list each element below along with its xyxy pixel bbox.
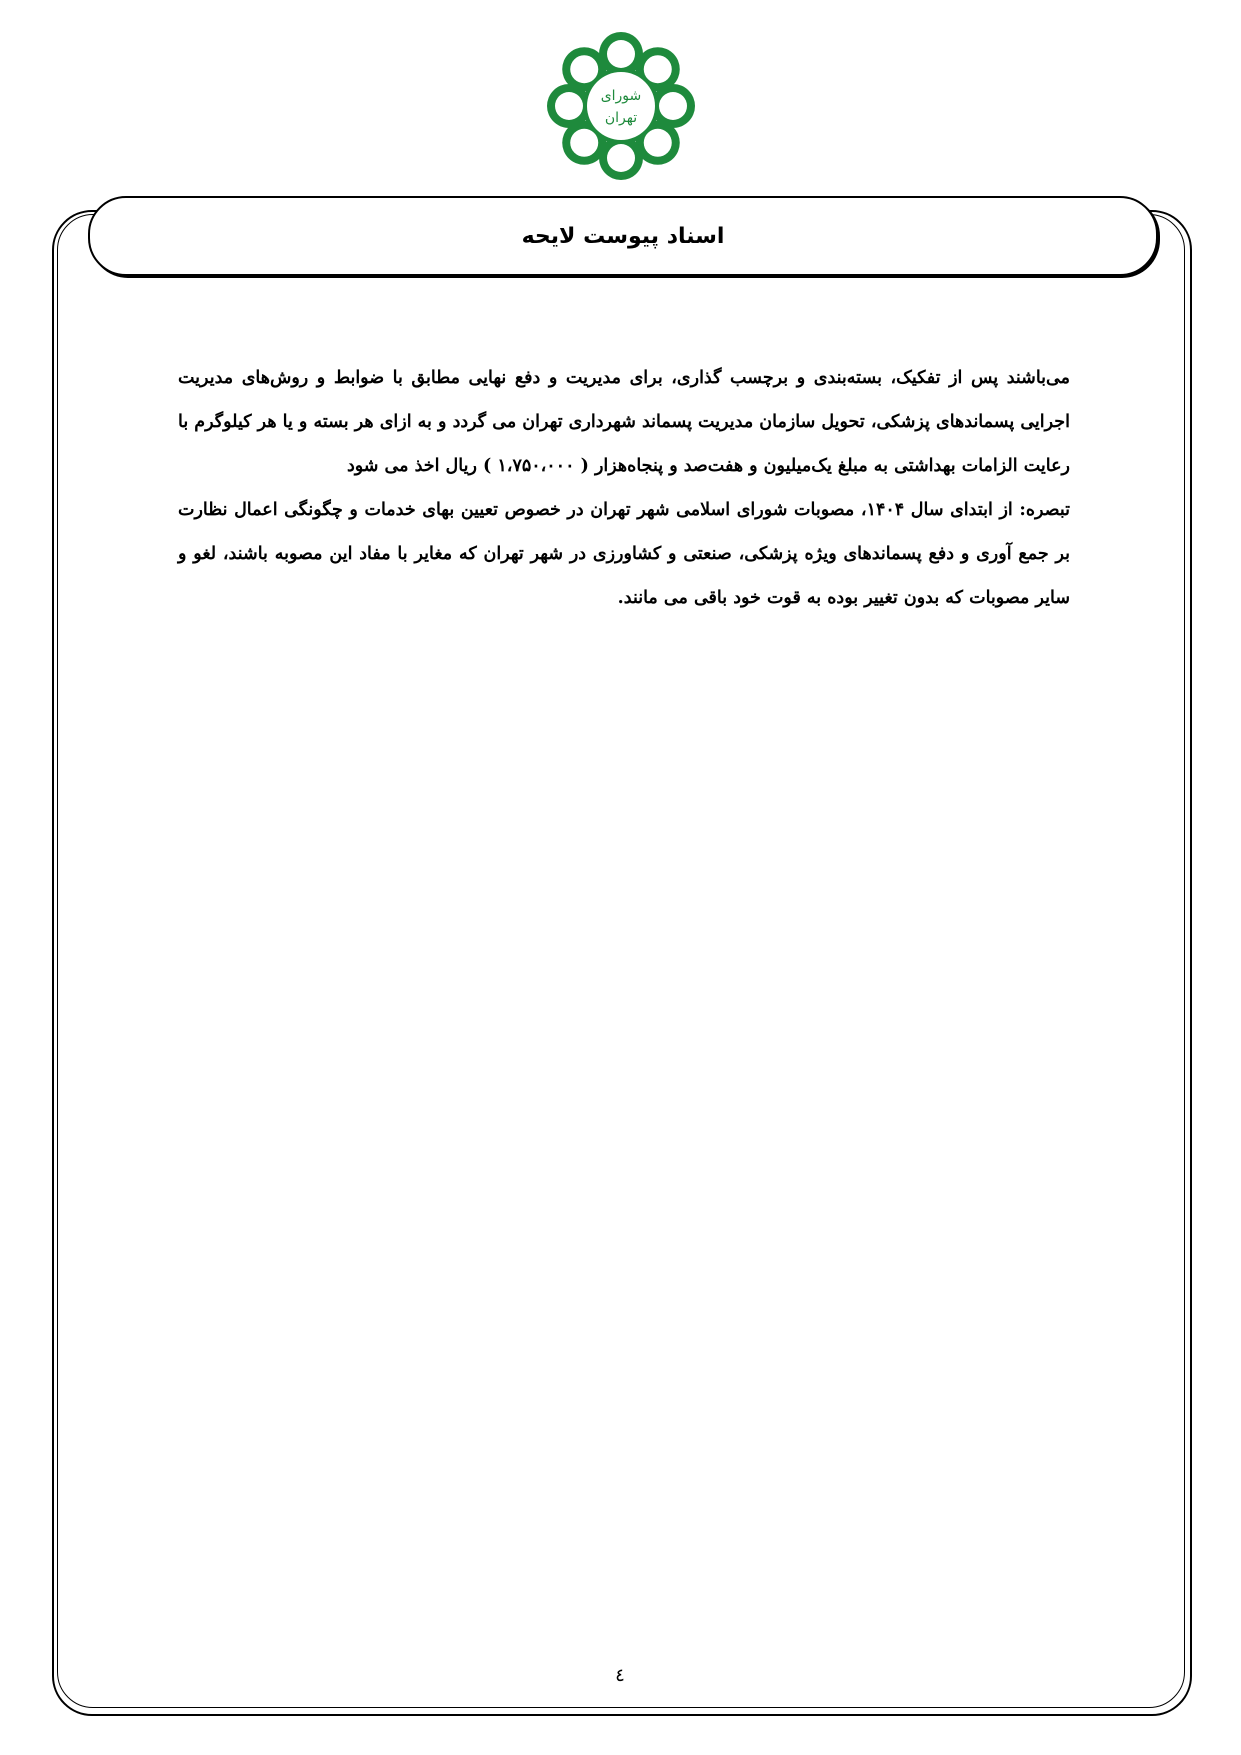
header-title-box bbox=[88, 196, 1158, 276]
page-title: اسناد پیوست لایحه bbox=[521, 223, 725, 249]
page-number: ٤ bbox=[615, 1665, 625, 1686]
svg-text:شورای: شورای bbox=[600, 88, 642, 104]
note-text: از ابتدای سال ۱۴۰۴، مصوبات شورای اسلامی شهر تهران در خصوص تعیین بهای خدمات و چگونگی اعمال نظارت بر جمع آوری و دفع پسماندهای ویژه پزشکی، صنعتی و کشاورزی در شهر تهران که مغایر با مفاد این مصوبه باشند، لغو و سایر مصوبات که بدون تغییر بوده به قوت خود باقی می مانند. bbox=[178, 500, 1070, 608]
logo-lobe-inner bbox=[570, 55, 598, 83]
logo-lobe-inner bbox=[607, 40, 635, 68]
logo-lobe-inner bbox=[644, 129, 672, 157]
logo-lobe-inner bbox=[659, 92, 687, 120]
logo-lobe-inner bbox=[607, 144, 635, 172]
tehran-council-logo bbox=[545, 30, 697, 182]
paragraph-note bbox=[178, 488, 1070, 620]
logo-lobe-inner bbox=[555, 92, 583, 120]
note-label: تبصره: bbox=[1019, 500, 1071, 520]
logo-lobe-inner bbox=[644, 55, 672, 83]
paragraph-fee: می‌باشند پس از تفکیک، بسته‌بندی و برچسب گذاری، برای مدیریت و دفع نهایی مطابق با ضوابط و روش‌های مدیریت اجرایی پسماندهای پزشکی، تحویل سازمان مدیریت پسماند شهرداری تهران می گردد و به ازای هر بسته و یا هر کیلوگرم با رعایت الزامات بهداشتی به مبلغ یک‌میلیون و هفت‌صد و پنجاه‌هزار ( ۱،۷۵۰،۰۰۰ ) ریال اخذ می شود bbox=[178, 368, 1070, 476]
logo-lobe-inner bbox=[570, 129, 598, 157]
svg-text:تهران: تهران bbox=[604, 110, 638, 126]
document-body bbox=[178, 356, 1070, 620]
